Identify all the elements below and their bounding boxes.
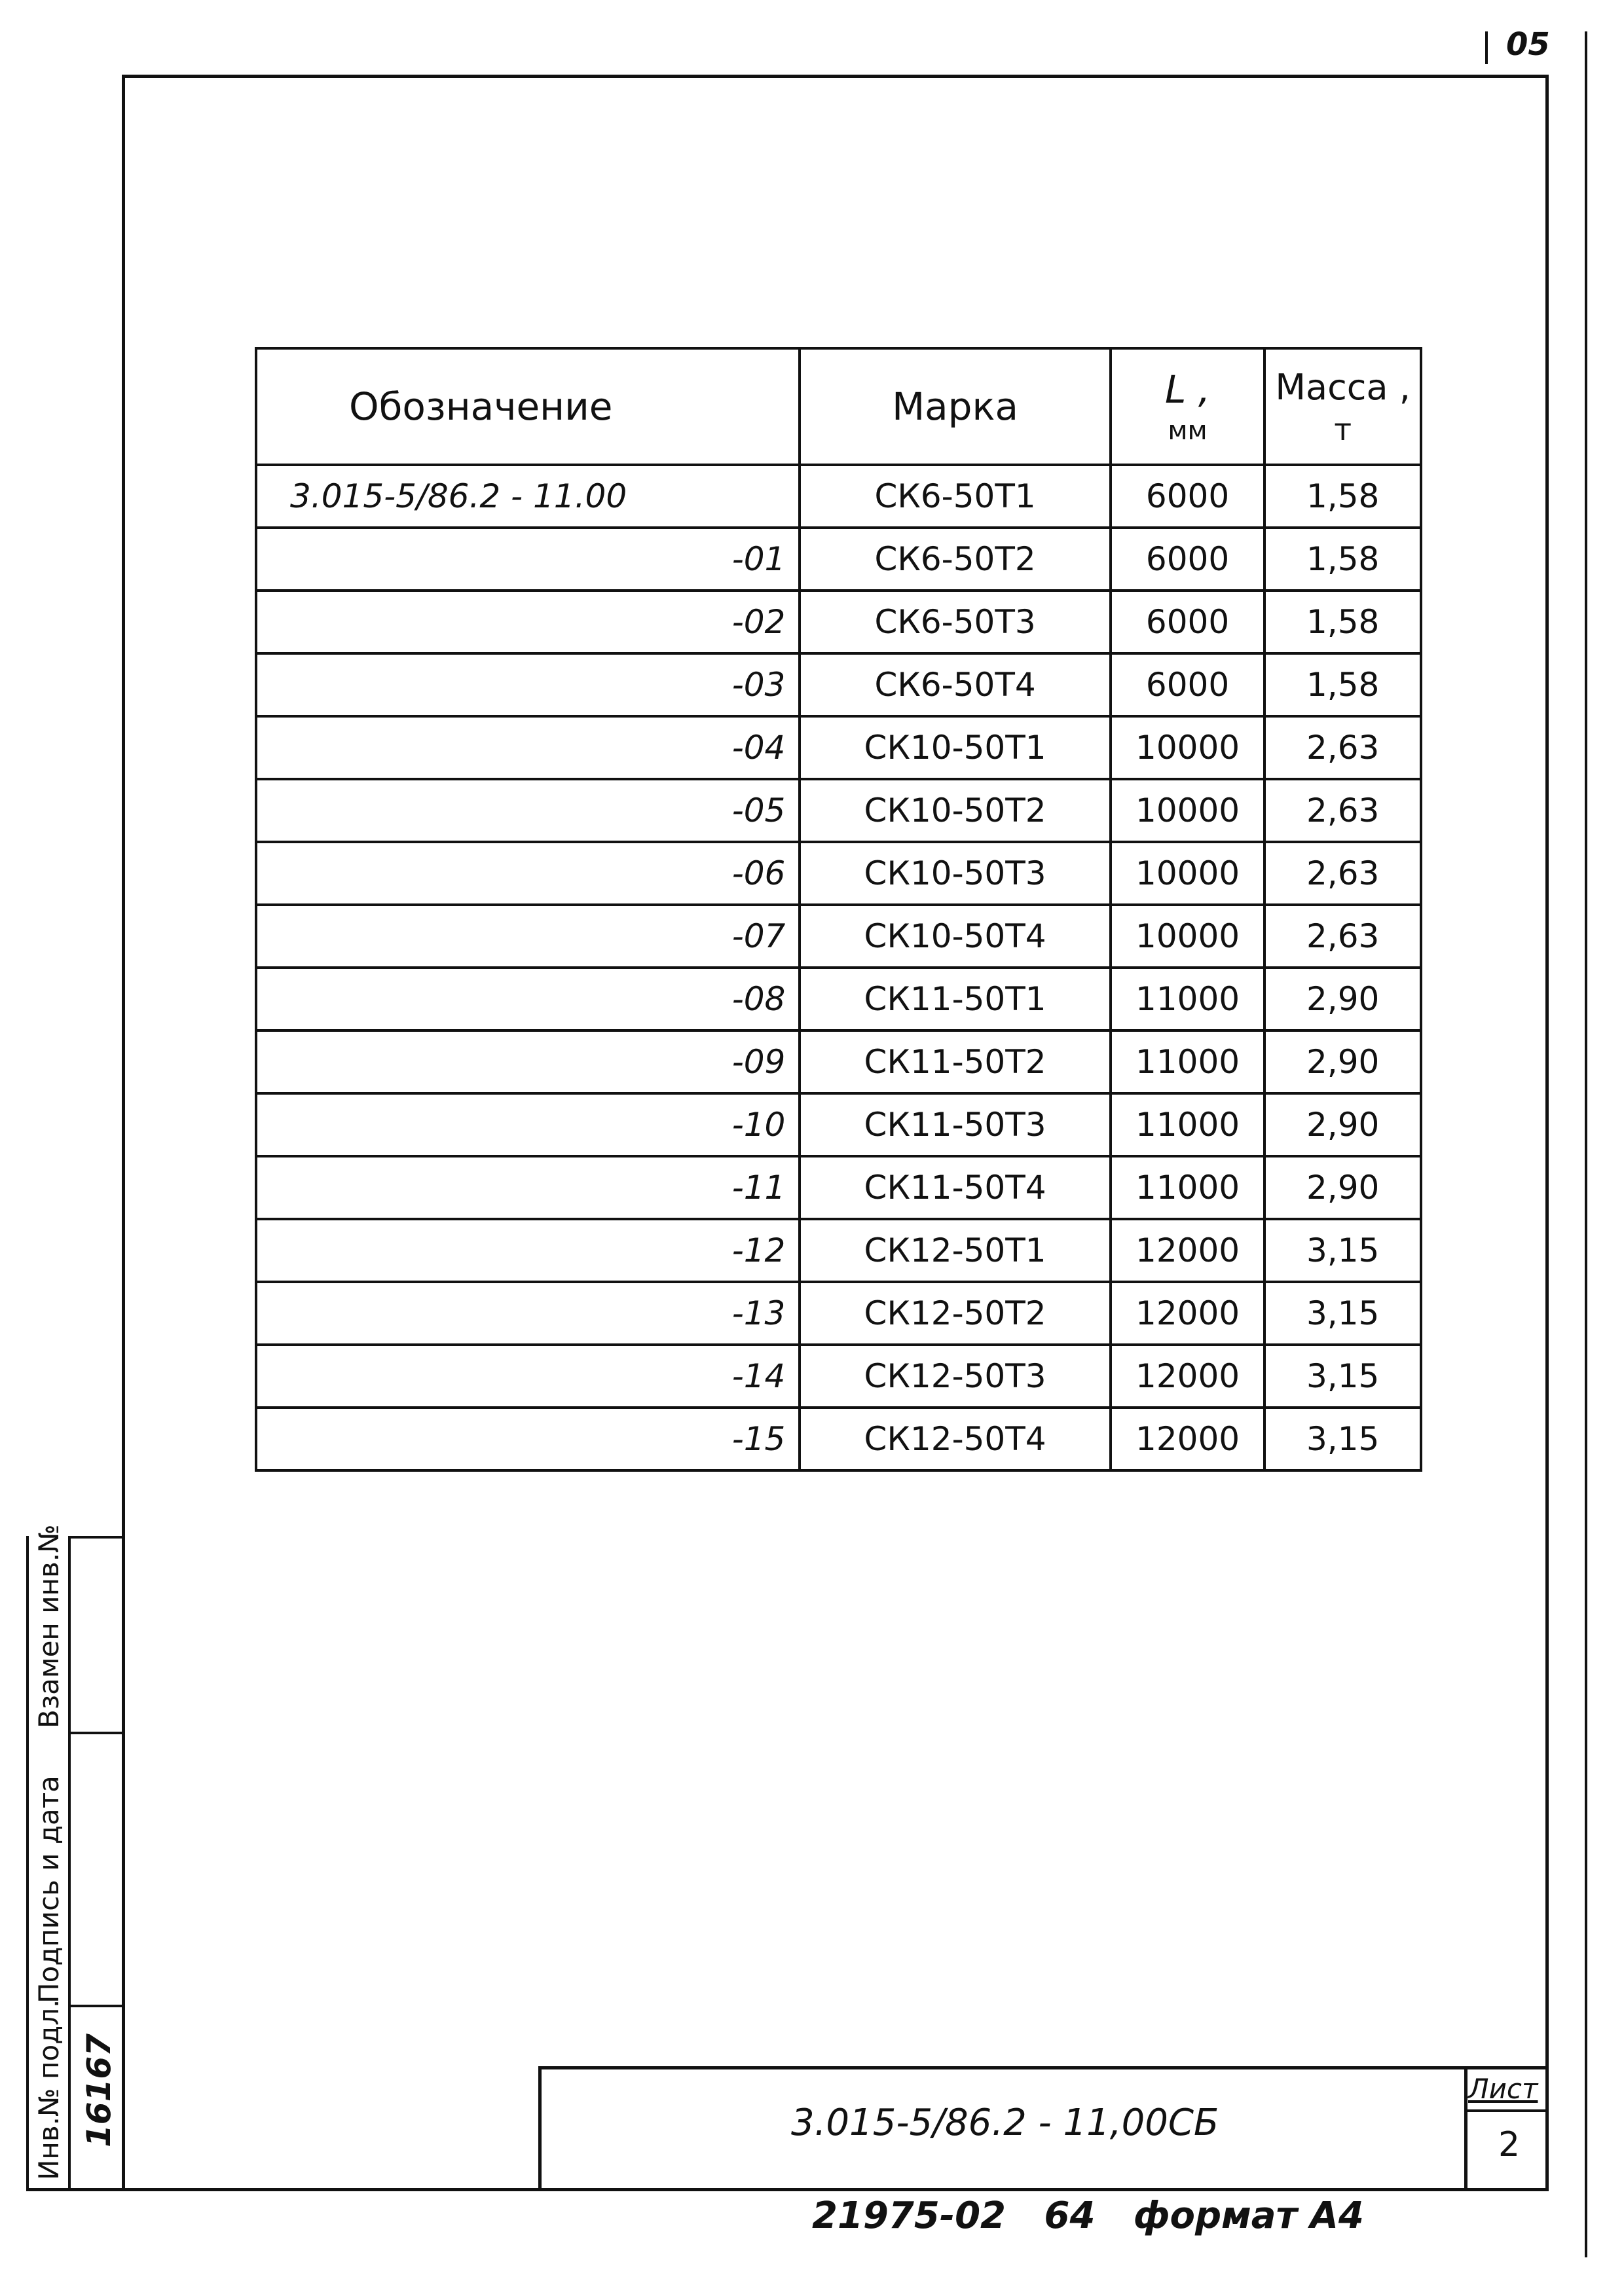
table-row [256,842,1421,905]
row-length: 10000 [1111,779,1265,842]
table-row [256,465,1421,528]
frame-left [122,75,125,2191]
row-mass: 3,15 [1264,1282,1421,1345]
frame-right [1545,75,1549,2191]
row-code: -03 [256,653,800,716]
row-mass: 3,15 [1264,1219,1421,1282]
table-row [256,1219,1421,1282]
title-block-sheet-sep [1464,2109,1548,2112]
header-mark: Марка [800,348,1110,465]
table-row [256,716,1421,779]
row-length: 11000 [1111,1030,1265,1093]
row-mass: 1,58 [1264,465,1421,528]
stamp-top [68,1536,123,1539]
sheet-number: 2 [1498,2125,1521,2164]
table-row [256,1408,1421,1470]
row-mark: СК12-50Т2 [800,1282,1110,1345]
row-code: -11 [256,1156,800,1219]
row-code: -14 [256,1345,800,1408]
row-mark: СК6-50Т3 [800,591,1110,653]
right-edge-line [1585,31,1587,2257]
stamp-label-replace: Взамен инв.№ [33,1524,65,1728]
table-row [256,528,1421,591]
title-block-sheet-left [1464,2066,1467,2191]
stamp-sep-2 [68,2005,123,2007]
row-mark: СК10-50Т3 [800,842,1110,905]
title-block-top [538,2066,1548,2069]
stamp-label-sign: Подпись и дата [33,1776,65,2003]
row-length: 10000 [1111,842,1265,905]
header-length: L , мм [1111,348,1265,465]
row-mass: 1,58 [1264,528,1421,591]
corner-tick-left [1485,31,1488,64]
stamp-label-inv: Инв.№ подл. [33,1999,65,2180]
table-row [256,1030,1421,1093]
specification-table [255,347,1422,1472]
row-length: 11000 [1111,1093,1265,1156]
row-length: 10000 [1111,716,1265,779]
row-code: -15 [256,1408,800,1470]
corner-mark: 05 [1506,26,1550,63]
row-code: -09 [256,1030,800,1093]
footer-text: 21975-02 64 формат А4 [812,2195,1364,2237]
row-mass: 1,58 [1264,653,1421,716]
table-row [256,1282,1421,1345]
row-mark: СК10-50Т4 [800,905,1110,968]
frame-top [122,75,1548,78]
document-code: 3.015-5/86.2 - 11,00СБ [791,2102,1219,2144]
row-length: 12000 [1111,1219,1265,1282]
row-mass: 2,90 [1264,1030,1421,1093]
row-mass: 2,63 [1264,716,1421,779]
row-mass: 2,90 [1264,1156,1421,1219]
row-mass: 2,63 [1264,905,1421,968]
row-length: 11000 [1111,1156,1265,1219]
row-mark: СК6-50Т2 [800,528,1110,591]
frame-bottom [26,2188,1549,2191]
row-code: -08 [256,968,800,1030]
row-mass: 2,90 [1264,968,1421,1030]
title-block-left [538,2066,542,2191]
row-code: -10 [256,1093,800,1156]
row-mark: СК10-50Т2 [800,779,1110,842]
row-mark: СК6-50Т4 [800,653,1110,716]
row-code: -12 [256,1219,800,1282]
header-mass: Масса , т [1264,348,1421,465]
row-code: 3.015-5/86.2 - 11.00 [256,465,800,528]
table-row [256,1345,1421,1408]
row-mark: СК11-50Т3 [800,1093,1110,1156]
row-length: 12000 [1111,1345,1265,1408]
row-length: 10000 [1111,905,1265,968]
row-length: 12000 [1111,1408,1265,1470]
row-code: -07 [256,905,800,968]
row-mass: 2,63 [1264,779,1421,842]
row-mark: СК12-50Т4 [800,1408,1110,1470]
row-mark: СК11-50Т4 [800,1156,1110,1219]
table-row [256,1156,1421,1219]
table-row [256,653,1421,716]
row-mass: 2,90 [1264,1093,1421,1156]
row-code: -02 [256,591,800,653]
row-code: -01 [256,528,800,591]
row-mass: 3,15 [1264,1408,1421,1470]
table-row [256,905,1421,968]
row-length: 6000 [1111,528,1265,591]
row-length: 6000 [1111,653,1265,716]
row-mark: СК12-50Т1 [800,1219,1110,1282]
stamp-divider-mid [68,1536,71,2191]
row-mark: СК12-50Т3 [800,1345,1110,1408]
row-length: 6000 [1111,465,1265,528]
sheet-label: Лист [1468,2073,1538,2105]
table-row [256,779,1421,842]
row-code: -13 [256,1282,800,1345]
stamp-inv-value: 16167 [80,2033,118,2147]
row-code: -06 [256,842,800,905]
row-mark: СК10-50Т1 [800,716,1110,779]
row-mass: 1,58 [1264,591,1421,653]
table-row [256,591,1421,653]
table-row [256,968,1421,1030]
row-mass: 3,15 [1264,1345,1421,1408]
row-length: 11000 [1111,968,1265,1030]
row-length: 6000 [1111,591,1265,653]
row-mark: СК11-50Т2 [800,1030,1110,1093]
row-length: 12000 [1111,1282,1265,1345]
row-mark: СК6-50Т1 [800,465,1110,528]
header-designation: Обозначение [256,348,800,465]
row-code: -05 [256,779,800,842]
stamp-sep-1 [68,1732,123,1734]
row-code: -04 [256,716,800,779]
table-header-row [256,348,1421,465]
table-row [256,1093,1421,1156]
stamp-outer-left [26,1536,29,2191]
row-mark: СК11-50Т1 [800,968,1110,1030]
row-mass: 2,63 [1264,842,1421,905]
